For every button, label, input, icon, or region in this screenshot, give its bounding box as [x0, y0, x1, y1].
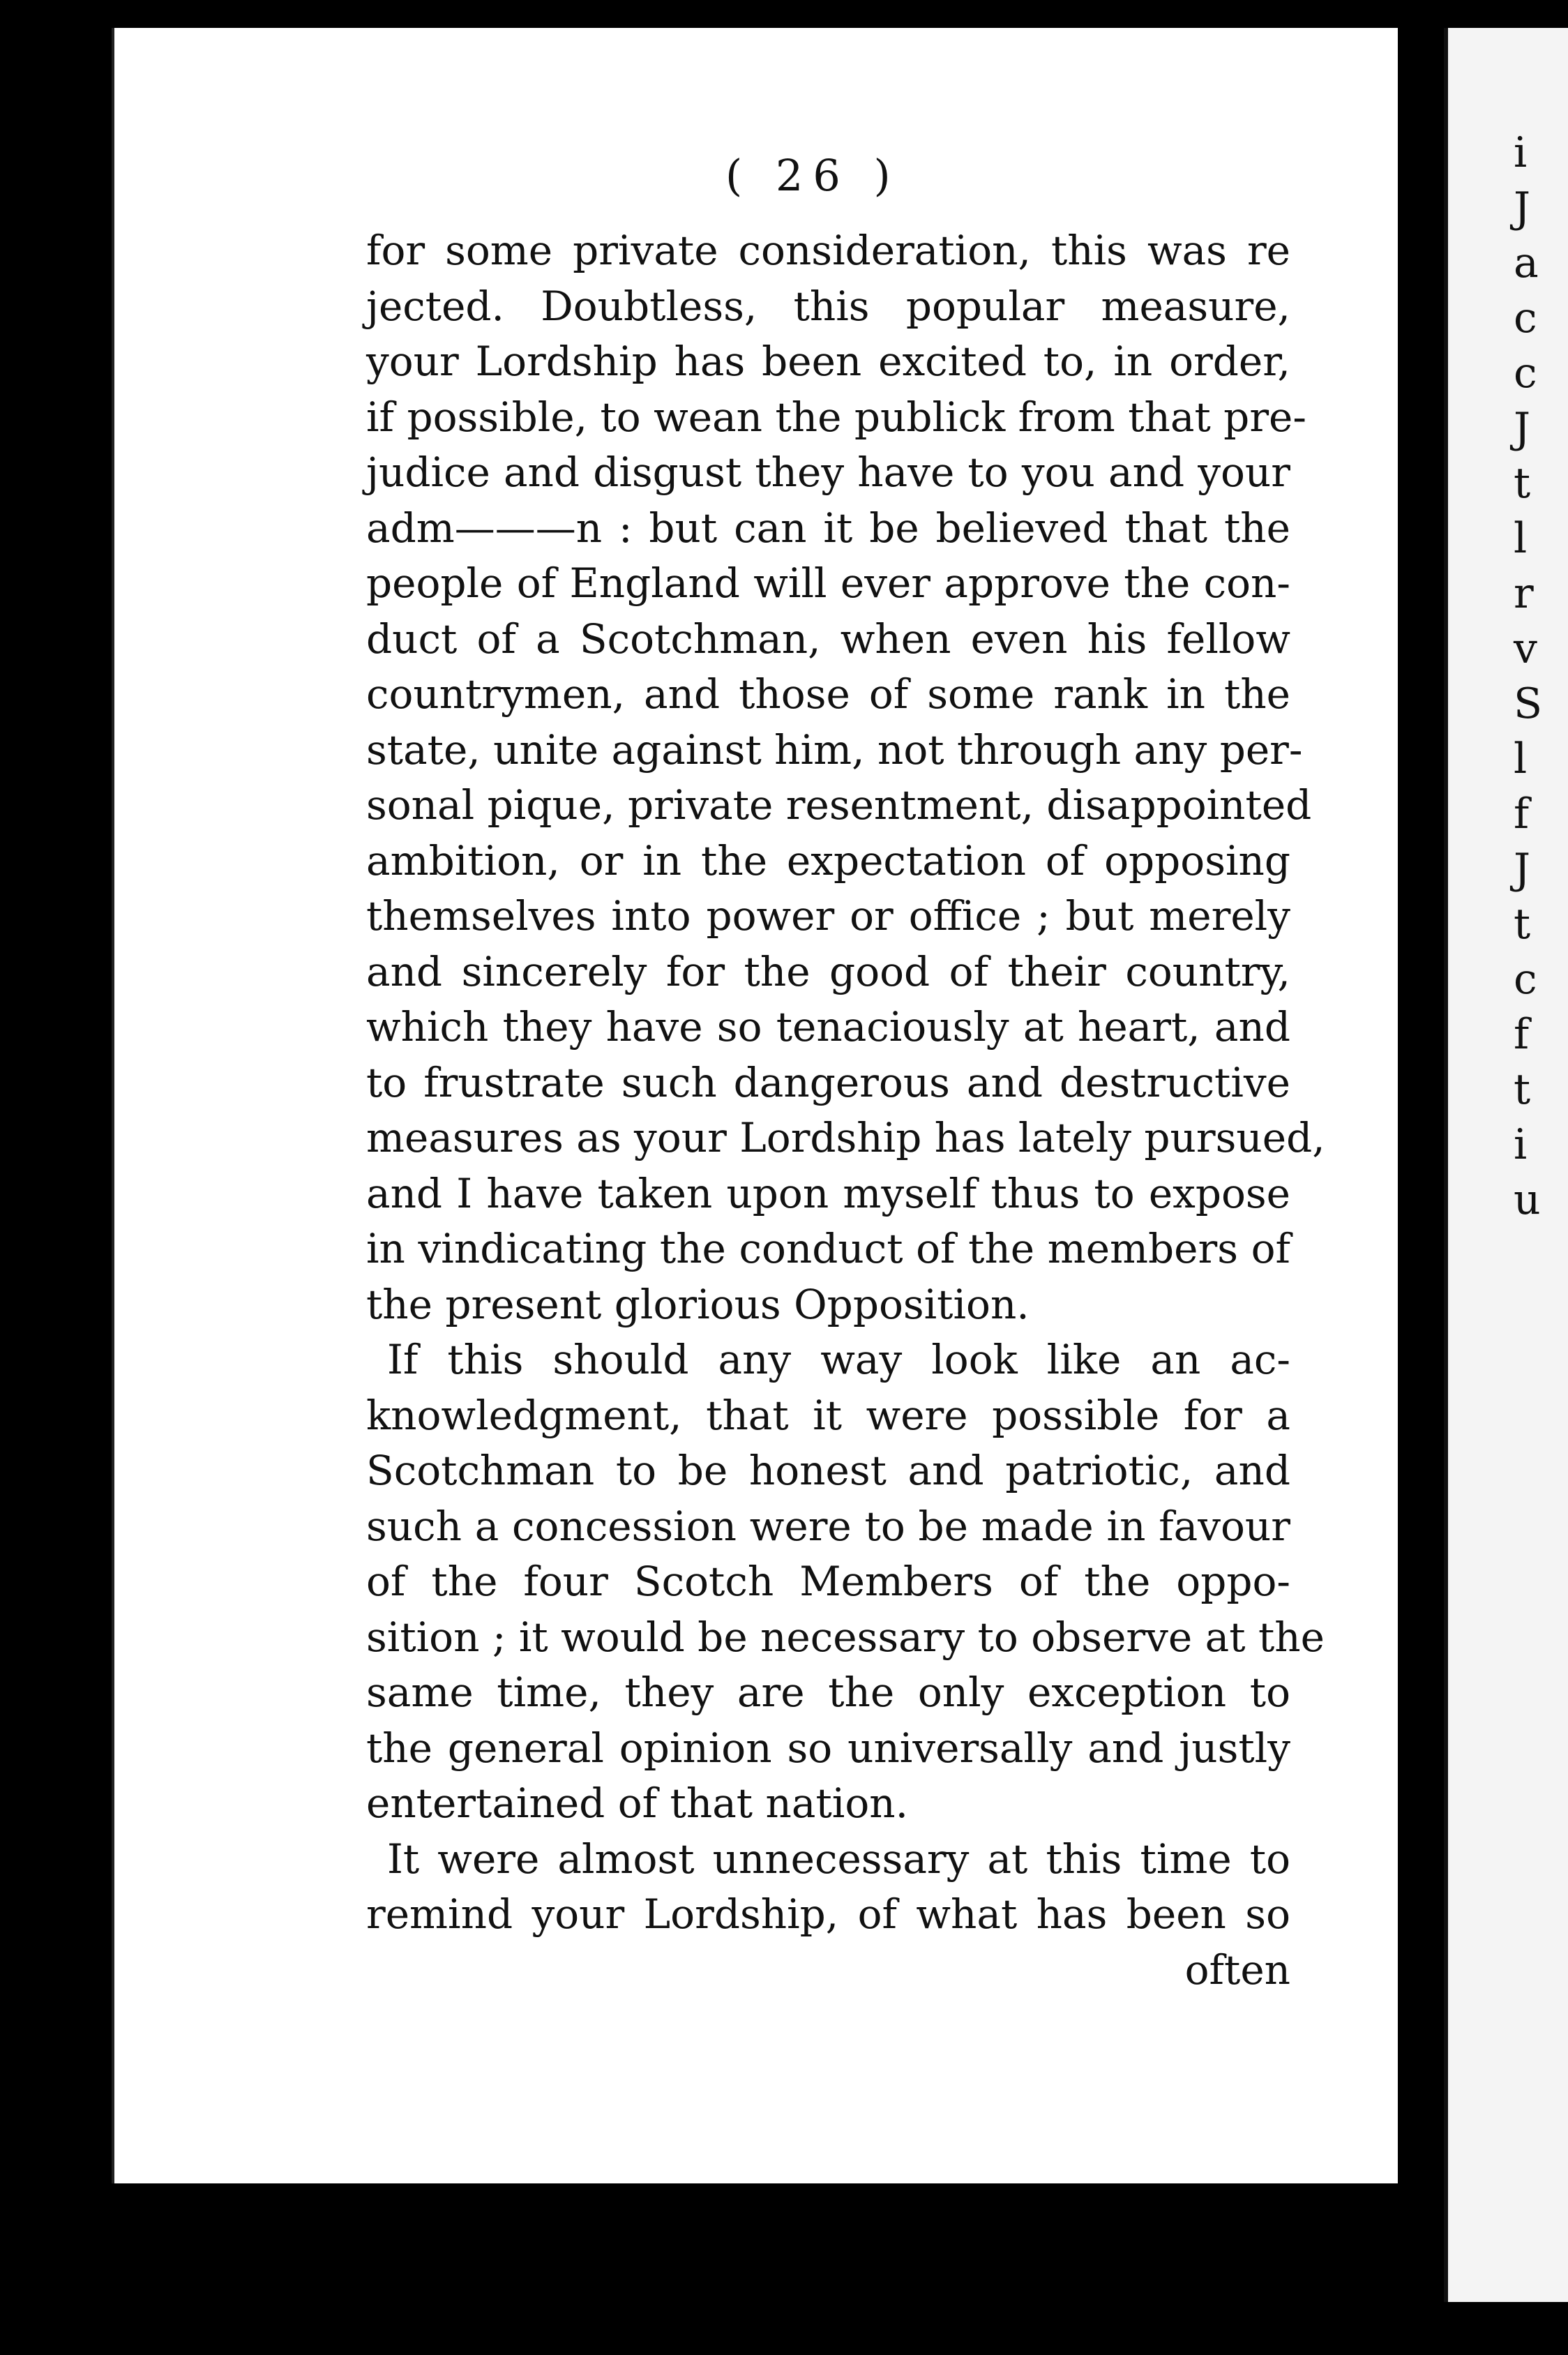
facing-page-letter: a [1514, 239, 1539, 287]
facing-page-letter: c [1514, 294, 1537, 343]
text-line: jected. Doubtless, this popular measure, [366, 282, 1290, 330]
text-line: people of England will ever approve the con- [366, 559, 1290, 607]
facing-page-letter: c [1514, 955, 1537, 1004]
text-line: if possible, to wean the publick from that pre- [366, 393, 1306, 441]
text-line: judice and disgust they have to you and your [366, 449, 1290, 496]
text-line: of the four Scotch Members of the oppo- [366, 1558, 1290, 1605]
page-number: ( 26 ) [725, 150, 900, 201]
text-line: the general opinion so universally and justly [366, 1724, 1290, 1772]
facing-page-letter: f [1514, 1010, 1530, 1059]
facing-page-letter: t [1514, 459, 1531, 508]
text-line: sonal pique, private resentment, disappointed [366, 781, 1312, 829]
text-line: and sincerely for the good of their country, [366, 947, 1290, 995]
text-line: sition ; it would be necessary to observe at the [366, 1613, 1325, 1661]
catchword: often [1184, 1946, 1290, 1994]
text-line: your Lordship has been excited to, in order, [366, 338, 1290, 385]
facing-page-letter: S [1514, 679, 1543, 728]
text-line: countrymen, and those of some rank in the [366, 670, 1290, 718]
text-line: which they have so tenaciously at heart, and [366, 1003, 1290, 1051]
text-line: If this should any way look like an ac- [387, 1336, 1290, 1383]
facing-page-letter: u [1514, 1175, 1541, 1224]
facing-page-letter: J [1514, 845, 1531, 894]
text-line: in vindicating the conduct of the members of [366, 1225, 1290, 1272]
text-line: ambition, or in the expectation of opposing [366, 836, 1290, 885]
body-text [366, 223, 1325, 1998]
facing-page-letter: t [1514, 900, 1531, 949]
text-line: for some private consideration, this was re [366, 227, 1290, 274]
facing-page-letter: J [1514, 404, 1531, 453]
text-line: to frustrate such dangerous and destructive [366, 1058, 1290, 1106]
text-line: and I have taken upon myself thus to expose [366, 1169, 1290, 1217]
text-line: remind your Lordship, of what has been so [366, 1890, 1290, 1938]
facing-page-letter: v [1514, 624, 1537, 673]
facing-page-letter: l [1514, 735, 1528, 783]
facing-page-letter: l [1514, 514, 1528, 563]
facing-page-letter: t [1514, 1065, 1531, 1114]
text-line: duct of a Scotchman, when even his fellow [366, 615, 1290, 663]
text-line: themselves into power or office ; but merely [366, 892, 1290, 940]
text-line: the present glorious Opposition. [366, 1280, 1030, 1328]
facing-page-letter: c [1514, 349, 1537, 398]
text-line: entertained of that nation. [366, 1780, 909, 1827]
facing-page-letters [1514, 126, 1555, 1228]
facing-page-letter: J [1514, 183, 1531, 232]
facing-page-letter: f [1514, 790, 1530, 838]
text-line: It were almost unnecessary at this time to [387, 1835, 1290, 1883]
facing-page-letter: r [1514, 569, 1534, 618]
text-line: such a concession were to be made in favour [366, 1502, 1290, 1550]
text-line: same time, they are the only exception to [366, 1669, 1290, 1716]
facing-page-letter: i [1514, 128, 1528, 177]
text-line: measures as your Lordship has lately pursued, [366, 1114, 1325, 1161]
text-line: Scotchman to be honest and patriotic, and [366, 1447, 1290, 1494]
text-line: knowledgment, that it were possible for a [366, 1391, 1290, 1439]
facing-page-letter: i [1514, 1120, 1528, 1169]
text-line: adm———n : but can it be believed that the [366, 504, 1290, 552]
text-line: state, unite against him, not through any per- [366, 725, 1303, 774]
